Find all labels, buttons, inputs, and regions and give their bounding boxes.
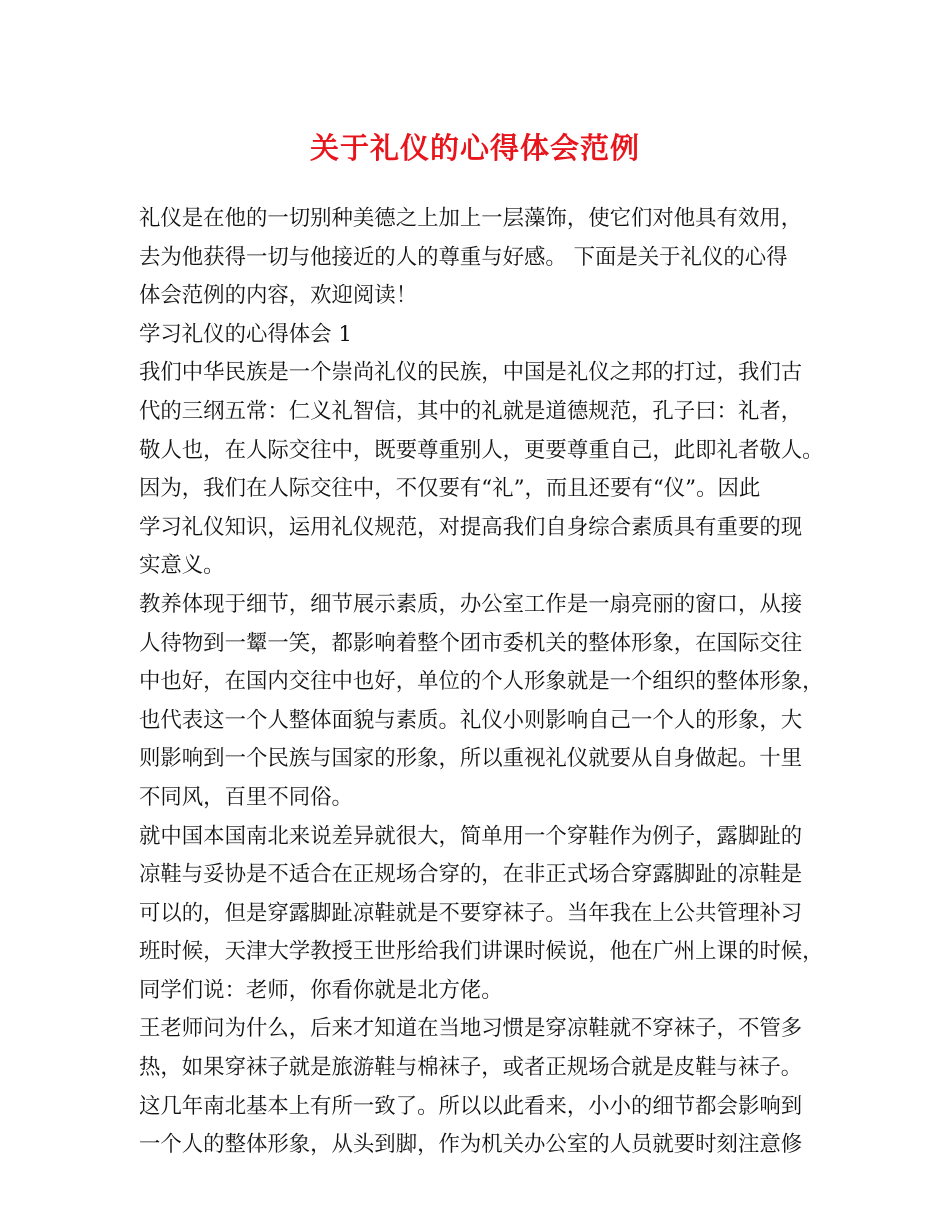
document-title: 关于礼仪的心得体会范例: [309, 131, 640, 165]
document-line: 就中国本国南北来说差异就很大，简单用一个穿鞋作为例子，露脚趾的: [139, 823, 803, 849]
document-line: 我们中华民族是一个崇尚礼仪的民族，中国是礼仪之邦的打过，我们古: [139, 360, 803, 386]
document-line: 人待物到一颦一笑，都影响着整个团市委机关的整体形象，在国际交往: [139, 630, 803, 656]
document-line: 礼仪是在他的一切别种美德之上加上一层藻饰，使它们对他具有效用，: [139, 206, 803, 231]
document-line: 可以的，但是穿露脚趾凉鞋就是不要穿袜子。当年我在上公共管理补习: [139, 900, 803, 926]
document-line: 不同风，百里不同俗。: [139, 784, 353, 810]
document-line: 一个人的整体形象，从头到脚，作为机关办公室的人员就要时刻注意修: [139, 1132, 803, 1158]
document-line: 学习礼仪的心得体会 1: [139, 321, 352, 347]
document-line: 这几年南北基本上有所一致了。所以以此看来，小小的细节都会影响到: [139, 1093, 803, 1119]
document-line: 学习礼仪知识，运用礼仪规范，对提高我们自身综合素质具有重要的现: [139, 514, 803, 540]
document-line: 同学们说：老师，你看你就是北方佬。: [139, 977, 503, 1003]
document-line: 则影响到一个民族与国家的形象，所以重视礼仪就要从自身做起。十里: [139, 746, 803, 772]
document-line: 教养体现于细节，细节展示素质，办公室工作是一扇亮丽的窗口，从接: [139, 591, 803, 617]
document-line: 凉鞋与妥协是不适合在正规场合穿的，在非正式场合穿露脚趾的凉鞋是: [139, 862, 803, 888]
document-line: 中也好，在国内交往中也好，单位的个人形象就是一个组织的整体形象，: [139, 669, 824, 695]
document-line: 因为，我们在人际交往中，不仅要有“礼”，而且还要有“仪”。因此: [139, 476, 761, 502]
document-line: 热，如果穿袜子就是旅游鞋与棉袜子，或者正规场合就是皮鞋与袜子。: [139, 1055, 803, 1081]
document-line: 去为他获得一切与他接近的人的尊重与好感。 下面是关于礼仪的心得: [139, 244, 788, 270]
document-line: 王老师问为什么，后来才知道在当地习惯是穿凉鞋就不穿袜子，不管多: [139, 1016, 803, 1042]
document-line: 敬人也，在人际交往中，既要尊重别人，更要尊重自己，此即礼者敬人。: [139, 437, 824, 463]
document-line: 代的三纲五常：仁义礼智信，其中的礼就是道德规范，孔子曰：礼者，: [139, 398, 803, 424]
document-line: 体会范例的内容，欢迎阅读！: [139, 283, 418, 309]
document-body: [139, 200, 839, 1165]
document-line: 也代表这一个人整体面貌与素质。礼仪小则影响自己一个人的形象，大: [139, 707, 803, 733]
document-line: 实意义。: [139, 553, 225, 579]
document-line: 班时候，天津大学教授王世彤给我们讲课时候说，他在广州上课的时候，: [139, 939, 824, 965]
